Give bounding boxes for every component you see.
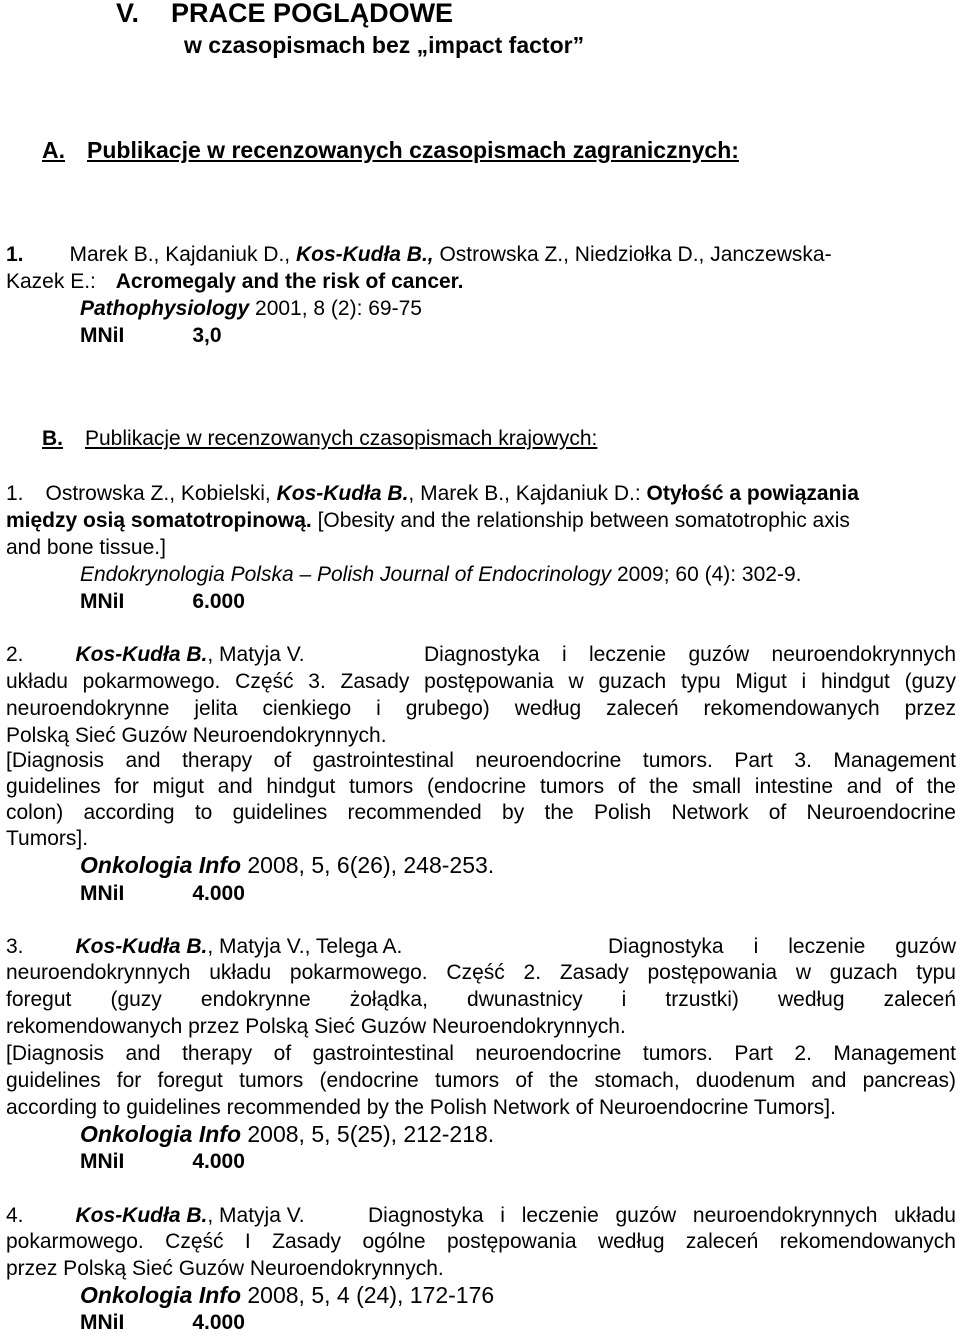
item-b2-authors: , Matyja V.: [207, 643, 305, 666]
item-a1-title: Acromegaly and the risk of cancer.: [115, 270, 464, 293]
mnil-value: 4.000: [192, 882, 245, 905]
subsection-a-title: Publikacje w recenzowanych czasopismach zagranicznych:: [87, 137, 739, 163]
item-a1-authors: Marek B., Kajdaniuk D.,: [69, 243, 296, 266]
subsection-b-heading: [42, 426, 597, 453]
mnil-value: 4.000: [192, 1150, 245, 1173]
item-b3-journal: Onkologia Info: [80, 1121, 241, 1147]
item-b2-line5: [Diagnosis and therapy of gastrointestinal neuroendocrine tumors. Part 3. Management: [6, 749, 956, 772]
item-b4-mnil: [80, 1310, 245, 1337]
mnil-value: 3,0: [192, 324, 222, 347]
item-b3-citation-text: 2008, 5, 5(25), 212-218.: [241, 1121, 495, 1147]
item-b4-citation: [80, 1282, 494, 1309]
item-b2-number: 2.: [6, 643, 24, 666]
item-a1-authors-cont: Ostrowska Z., Niedziołka D., Janczewska-: [433, 243, 832, 266]
item-b1-year: 2009: [611, 563, 664, 586]
mnil-value: 6.000: [192, 590, 245, 613]
item-b2-line2: układu pokarmowego. Część 3. Zasady postępowania w guzach typu Migut i hindgut (guzy: [6, 670, 956, 693]
item-b4-number: 4.: [6, 1204, 24, 1227]
item-b4-line3: przez Polską Sieć Guzów Neuroendokrynnych.: [6, 1257, 444, 1280]
item-a1-number: 1.: [6, 243, 24, 266]
mnil-label: MNiI: [80, 882, 125, 905]
item-b2-journal: Onkologia Info: [80, 852, 241, 878]
item-b3-mnil: [80, 1149, 245, 1176]
subsection-a-letter: A.: [42, 137, 65, 163]
item-b2-line8: Tumors].: [6, 827, 89, 850]
item-b2-citation-text: 2008, 5, 6(26), 248-253.: [241, 852, 495, 878]
section-subtitle: w czasopismach bez „impact factor”: [184, 32, 585, 58]
item-b1-authors: Ostrowska Z., Kobielski,: [45, 482, 277, 505]
section-number: V.: [116, 0, 140, 28]
item-b3-title-start: Diagnostyka i leczenie guzów: [608, 935, 956, 958]
item-a1-mnil: [80, 323, 222, 350]
item-b3-line1: [6, 934, 402, 961]
mnil-label: MNiI: [80, 324, 125, 347]
item-a1-line1: [6, 242, 832, 269]
item-b1-line2: [6, 508, 850, 535]
item-a1-citation-text: 2001, 8 (2): 69-75: [249, 297, 422, 320]
item-b1-line1: [6, 481, 859, 508]
mnil-label: MNiI: [80, 1150, 125, 1173]
item-b1-number: 1.: [6, 482, 24, 505]
item-b1-citation-text: ; 60 (4): 302-9.: [663, 563, 802, 586]
item-b1-title: Otyłość a powiązania: [646, 482, 859, 505]
item-b3-authors: , Matyja V., Telega A.: [207, 935, 403, 958]
item-a1-authors-end: Kazek E.:: [6, 270, 102, 293]
item-b3-number: 3.: [6, 935, 24, 958]
item-b2-line4: Polską Sieć Guzów Neuroendokrynnych.: [6, 724, 387, 747]
item-b2-citation: [80, 852, 494, 879]
subsection-b-letter: B.: [42, 427, 63, 450]
item-b3-line5: [Diagnosis and therapy of gastrointestinal neuroendocrine tumors. Part 2. Management: [6, 1042, 956, 1065]
item-a1-journal: Pathophysiology: [80, 297, 250, 320]
item-b1-journal: Endokrynologia Polska – Polish Journal of Endocrinology: [80, 563, 612, 586]
item-a1-citation: [80, 296, 422, 323]
item-b2-line3: neuroendokrynne jelita cienkiego i grubego) według zaleceń rekomendowanych przez: [6, 697, 956, 720]
item-b4-authors: , Matyja V.: [207, 1204, 305, 1227]
item-b4-line2: pokarmowego. Część I Zasady ogólne postępowania według zaleceń rekomendowanych: [6, 1230, 956, 1253]
item-b3-citation: [80, 1121, 494, 1148]
item-b1-citation: [80, 562, 801, 589]
section-heading: [116, 0, 453, 29]
item-b2-title-start: Diagnostyka i leczenie guzów neuroendokrynnych: [424, 643, 956, 666]
item-b4-title-start: Diagnostyka i leczenie guzów neuroendokrynnych układu: [368, 1204, 956, 1227]
mnil-label: MNiI: [80, 590, 125, 613]
subsection-b-title: Publikacje w recenzowanych czasopismach krajowych:: [85, 427, 598, 450]
item-b2-line1: [6, 642, 305, 669]
item-b1-mnil: [80, 589, 245, 616]
item-b4-citation-text: 2008, 5, 4 (24), 172-176: [241, 1282, 495, 1308]
item-b4-line1: [6, 1203, 305, 1230]
item-a1-line2: [6, 269, 464, 296]
item-b3-line4: rekomendowanych przez Polską Sieć Guzów Neuroendokrynnych.: [6, 1015, 626, 1038]
item-b3-line7: according to guidelines recommended by the Polish Network of Neuroendocrine Tumors].: [6, 1096, 836, 1119]
item-b3-line2: neuroendokrynnych układu pokarmowego. Część 2. Zasady postępowania w guzach typu: [6, 961, 956, 984]
item-b4-highlight-author: Kos-Kudła B.: [75, 1204, 208, 1227]
mnil-value: 4.000: [192, 1311, 245, 1334]
item-b1-title-cont: między osią somatotropinową.: [6, 509, 312, 532]
item-b2-highlight-author: Kos-Kudła B.: [75, 643, 208, 666]
item-b2-line6: guidelines for migut and hindgut tumors (endocrine tumors of the small intestine and of the: [6, 775, 956, 798]
mnil-label: MNiI: [80, 1311, 125, 1334]
item-b2-line7: colon) according to guidelines recommended by the Polish Network of Neuroendocrine: [6, 801, 956, 824]
item-b1-authors-cont: , Marek B., Kajdaniuk D.:: [408, 482, 647, 505]
section-title: PRACE POGLĄDOWE: [171, 0, 454, 28]
item-b4-journal: Onkologia Info: [80, 1282, 241, 1308]
item-b3-line3: foregut (guzy endokrynne żołądka, dwunastnicy i trzustki) według zaleceń: [6, 988, 956, 1011]
item-a1-highlight-author: Kos-Kudła B.,: [295, 243, 434, 266]
item-b1-translation: [Obesity and the relationship between somatotrophic axis: [311, 509, 850, 532]
item-b3-highlight-author: Kos-Kudła B.: [75, 935, 208, 958]
item-b1-highlight-author: Kos-Kudła B.: [276, 482, 409, 505]
item-b3-line6: guidelines for foregut tumors (endocrine tumors of the stomach, duodenum and pancreas): [6, 1069, 956, 1092]
item-b2-mnil: [80, 881, 245, 908]
item-b1-line3: and bone tissue.]: [6, 536, 166, 559]
subsection-a-heading: [42, 137, 739, 164]
